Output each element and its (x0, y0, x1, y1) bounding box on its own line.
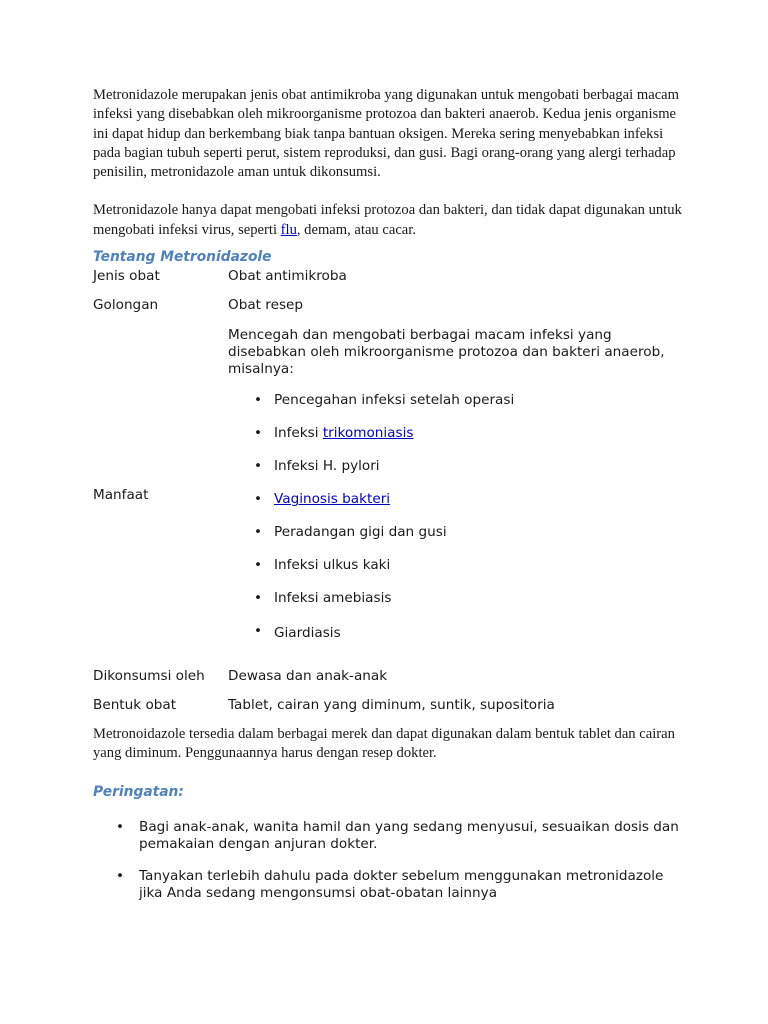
jenis-obat-label: Jenis obat (93, 268, 160, 285)
table-row (93, 327, 683, 663)
bullet-icon: • (254, 425, 263, 442)
trikomoniasis-link[interactable]: trikomoniasis (322, 425, 414, 442)
jenis-obat-value: Obat antimikroba (228, 268, 347, 285)
list-item (254, 392, 683, 425)
list-item (116, 818, 683, 853)
manfaat-value (228, 327, 683, 663)
table-row (93, 297, 683, 327)
intro-paragraph: Metronidazole merupakan jenis obat antimikroba yang digunakan untuk mengobati berbagai macam infeksi yang disebabkan oleh mikroorganisme protozoa dan bakteri anaerob. Kedua jenis organisme ini dapat hidup dan berkembang biak tanpa bantuan oksigen. Mereka sering menyebabkan infeksi pada bagian tubuh seperti perut, sistem reproduksi, dan gusi. Bagi orang-orang yang alergi terhadap penisilin, metronidazole aman untuk dikonsumsi. (93, 87, 679, 181)
list-item (254, 458, 683, 491)
bullet-icon: • (254, 590, 263, 607)
table-row (93, 697, 683, 722)
dikonsumsi-value: Dewasa dan anak-anak (228, 668, 388, 685)
list-item (254, 491, 683, 524)
manfaat-label: Manfaat (93, 486, 149, 503)
list-item-text: Infeksi amebiasis (274, 590, 392, 607)
list-item-text: Infeksi ulkus kaki (274, 557, 391, 574)
document-page (93, 86, 683, 917)
table-row (93, 266, 683, 297)
vaginosis-bakteri-link[interactable]: Vaginosis bakteri (274, 491, 391, 508)
list-item (254, 590, 683, 623)
warning-list (93, 819, 683, 902)
list-item (254, 557, 683, 590)
manfaat-list (228, 392, 683, 663)
list-item (254, 623, 683, 663)
golongan-label: Golongan (93, 297, 159, 314)
virus-paragraph-after: , demam, atau cacar. (296, 221, 416, 238)
manfaat-description: Mencegah dan mengobati berbagai macam infeksi yang disebabkan oleh mikroorganisme protozoa dan bakteri anaerob, misalnya: (228, 327, 665, 378)
flu-link[interactable]: flu (280, 221, 297, 238)
bullet-icon: • (116, 867, 125, 884)
list-item (254, 425, 683, 458)
list-item-text: Giardiasis (274, 625, 341, 642)
list-item-text: Peradangan gigi dan gusi (274, 524, 447, 541)
list-item (254, 524, 683, 557)
bullet-icon: • (254, 623, 263, 640)
warning-text: Tanyakan terlebih dahulu pada dokter sebelum menggunakan metronidazole jika Anda sedang mengonsumsi obat-obatan lainnya (139, 867, 664, 901)
bullet-icon: • (254, 392, 263, 409)
virus-paragraph-before: Metronidazole hanya dapat mengobati infeksi protozoa dan bakteri, dan tidak dapat digunakan untuk mengobati infeksi virus, seperti (93, 202, 682, 238)
list-item-text: Infeksi (274, 425, 323, 442)
list-item-text: Pencegahan infeksi setelah operasi (274, 392, 515, 409)
warning-heading: Peringatan: (93, 783, 184, 800)
dikonsumsi-label: Dikonsumsi oleh (93, 668, 205, 685)
bullet-icon: • (254, 458, 263, 475)
golongan-value: Obat resep (228, 297, 304, 314)
warning-text: Bagi anak-anak, wanita hamil dan yang sedang menyusui, sesuaikan dosis dan pemakaian dengan anjuran dokter. (139, 818, 679, 852)
bentuk-obat-label: Bentuk obat (93, 697, 177, 714)
list-item-text: Infeksi H. pylori (274, 458, 380, 475)
list-item (116, 867, 683, 902)
virus-paragraph (93, 201, 683, 240)
bullet-icon: • (254, 524, 263, 541)
bullet-icon: • (254, 557, 263, 574)
bullet-icon: • (116, 818, 125, 835)
table-row (93, 663, 683, 697)
about-heading: Tentang Metronidazole (93, 249, 272, 266)
availability-paragraph: Metronoidazole tersedia dalam berbagai merek dan dapat digunakan dalam bentuk tablet dan cairan yang diminum. Penggunaannya harus dengan resep dokter. (93, 726, 675, 762)
bentuk-obat-value: Tablet, cairan yang diminum, suntik, supositoria (228, 697, 555, 714)
drug-info-table (93, 266, 683, 722)
bullet-icon: • (254, 491, 263, 508)
